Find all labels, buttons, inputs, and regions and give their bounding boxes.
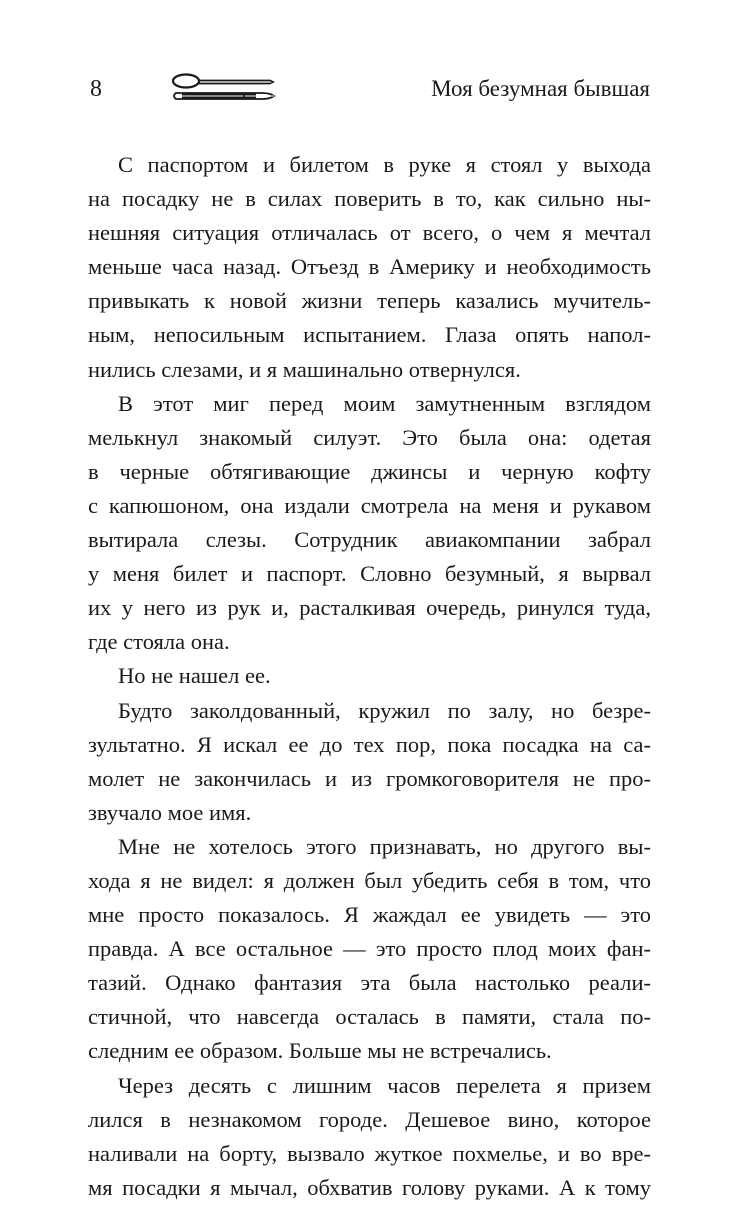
text-line: у меня билет и паспорт. Словно безумный, я вырвал: [88, 561, 651, 587]
spoon-and-knife-icon: [170, 72, 278, 106]
text-line: лился в незнакомом городе. Дешевое вино, которое: [88, 1106, 651, 1132]
page-header: [0, 70, 738, 110]
text-line: В этот миг перед моим замутненным взглядом: [118, 390, 651, 416]
text-line: нились слезами, и я машинально отвернулся.: [88, 356, 521, 382]
text-line: Через десять с лишним часов перелета я призем: [118, 1072, 651, 1098]
text-line: их у него из рук и, расталкивая очередь, ринулся туда,: [88, 595, 651, 621]
paragraph: [88, 1069, 651, 1205]
text-line: хода я не видел: я должен был убедить себя в том, что: [88, 867, 651, 893]
text-line: звучало мое имя.: [88, 799, 252, 825]
text-line: стичной, что навсегда осталась в памяти, стала по-: [88, 1004, 651, 1030]
page-number: 8: [90, 76, 102, 102]
paragraph: [88, 148, 651, 387]
text-line: молет не закончилась и из громкоговорителя не про-: [88, 765, 651, 791]
paragraph: [88, 387, 651, 660]
text-line: наливали на борту, вызвало жуткое похмелье, и во вре-: [88, 1140, 651, 1166]
text-line: мне просто показалось. Я жаждал ее увидеть — это: [88, 902, 651, 928]
text-line: вытирала слезы. Сотрудник авиакомпании забрал: [88, 527, 651, 553]
text-line: Будто заколдованный, кружил по залу, но безре-: [118, 697, 651, 723]
text-line: меньше часа назад. Отъезд в Америку и необходимость: [88, 254, 651, 280]
text-line: нешняя ситуация отличалась от всего, о чем я мечтал: [88, 220, 651, 246]
body-text: [88, 148, 651, 1205]
text-line: где стояла она.: [88, 629, 230, 655]
paragraph: [88, 830, 651, 1069]
text-line: Но не нашел ее.: [118, 663, 271, 689]
text-line: С паспортом и билетом в руке я стоял у выхода: [118, 152, 651, 177]
text-line: в черные обтягивающие джинсы и черную кофту: [88, 458, 651, 484]
text-line: мя посадки я мычал, обхватив голову руками. А к тому: [88, 1174, 651, 1200]
text-line: тазий. Однако фантазия эта была настолько реали-: [88, 970, 651, 996]
text-line: ным, непосильным испытанием. Глаза опять напол-: [88, 322, 651, 348]
text-line: мелькнул знакомый силуэт. Это была она: одетая: [88, 424, 651, 450]
text-line: на посадку не в силах поверить в то, как сильно ны-: [88, 186, 651, 212]
running-title: Моя безумная бывшая: [431, 76, 650, 101]
paragraph: [88, 659, 651, 693]
text-line: правда. А все остальное — это просто плод моих фан-: [88, 936, 651, 962]
text-line: Мне не хотелось этого признавать, но другого вы-: [118, 833, 651, 859]
text-line: с капюшоном, она издали смотрела на меня и рукавом: [88, 492, 651, 518]
paragraph: [88, 694, 651, 830]
text-line: следним ее образом. Больше мы не встречались.: [88, 1038, 552, 1064]
text-line: зультатно. Я искал ее до тех пор, пока посадка на са-: [88, 731, 651, 757]
text-line: привыкать к новой жизни теперь казались мучитель-: [88, 288, 651, 314]
